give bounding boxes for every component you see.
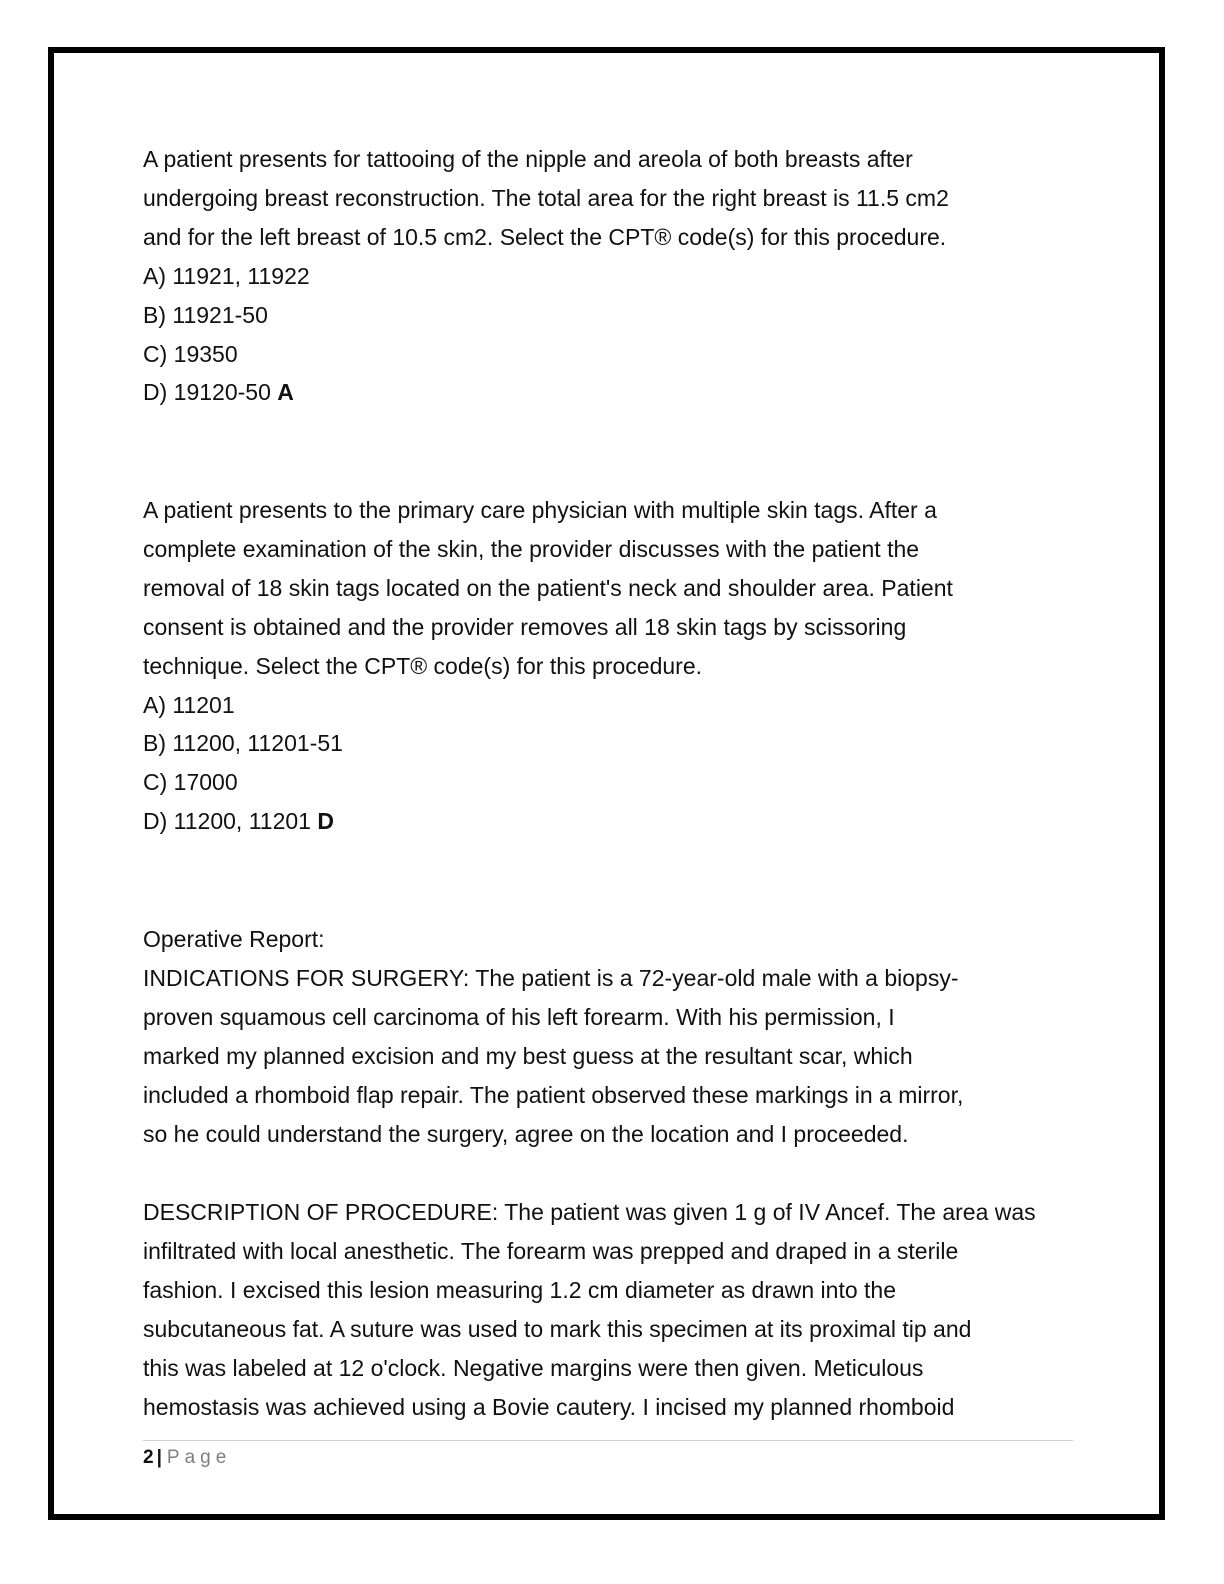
indications-line: INDICATIONS FOR SURGERY: The patient is a 72-year-old male with a biopsy- — [143, 964, 959, 991]
operative-report-indications — [143, 920, 963, 1153]
description-line: subcutaneous fat. A suture was used to mark this specimen at its proximal tip and — [143, 1315, 972, 1342]
indications-line: so he could understand the surgery, agree on the location and I proceeded. — [143, 1120, 909, 1147]
question-2-option-d-text: D) 11200, 11201 — [143, 808, 311, 835]
page-footer — [143, 1446, 231, 1470]
question-2-option-a: A) 11201 — [143, 691, 235, 718]
question-1-option-d-text: D) 19120-50 — [143, 379, 271, 406]
question-1-stem-line: undergoing breast reconstruction. The total area for the right breast is 11.5 cm2 — [143, 184, 949, 211]
question-1-option-a: A) 11921, 11922 — [143, 262, 310, 289]
indications-line: marked my planned excision and my best guess at the resultant scar, which — [143, 1042, 913, 1069]
question-2-option-c: C) 17000 — [143, 769, 238, 796]
description-line: infiltrated with local anesthetic. The forearm was prepped and draped in a sterile — [143, 1237, 959, 1264]
description-line: hemostasis was achieved using a Bovie cautery. I incised my planned rhomboid — [143, 1393, 955, 1420]
indications-line: proven squamous cell carcinoma of his left forearm. With his permission, I — [143, 1003, 895, 1030]
operative-report-heading: Operative Report: — [143, 926, 325, 952]
question-1-answer: A — [277, 379, 294, 406]
page-number: 2 — [143, 1447, 154, 1468]
description-line: fashion. I excised this lesion measuring 1.2 cm diameter as drawn into the — [143, 1276, 896, 1303]
question-1-option-c: C) 19350 — [143, 340, 238, 367]
page-label: Page — [166, 1447, 232, 1468]
question-2-stem-line: complete examination of the skin, the provider discusses with the patient the — [143, 535, 920, 562]
indications-line: included a rhomboid flap repair. The patient observed these markings in a mirror, — [143, 1081, 964, 1108]
question-2-option-d — [143, 802, 953, 841]
operative-report-description — [143, 1193, 1036, 1426]
question-1-stem-line: A patient presents for tattooing of the nipple and areola of both breasts after — [143, 146, 913, 172]
footer-separator: | — [156, 1447, 162, 1468]
question-2-stem-line: technique. Select the CPT® code(s) for this procedure. — [143, 652, 702, 679]
description-line: this was labeled at 12 o'clock. Negative margins were then given. Meticulous — [143, 1354, 924, 1381]
question-1-option-b: B) 11921-50 — [143, 301, 268, 328]
question-1-stem-line: and for the left breast of 10.5 cm2. Select the CPT® code(s) for this procedure. — [143, 223, 947, 250]
description-line: DESCRIPTION OF PROCEDURE: The patient was given 1 g of IV Ancef. The area was — [143, 1199, 1036, 1225]
question-2-option-b: B) 11200, 11201-51 — [143, 730, 343, 757]
question-1 — [143, 140, 949, 412]
question-2-stem-line: removal of 18 skin tags located on the patient's neck and shoulder area. Patient — [143, 574, 953, 601]
question-2 — [143, 491, 953, 841]
footer-divider — [143, 1440, 1073, 1441]
question-1-option-d — [143, 373, 949, 412]
question-2-stem-line: consent is obtained and the provider removes all 18 skin tags by scissoring — [143, 613, 907, 640]
question-2-stem-line: A patient presents to the primary care physician with multiple skin tags. After a — [143, 497, 937, 523]
question-2-answer: D — [317, 808, 334, 835]
